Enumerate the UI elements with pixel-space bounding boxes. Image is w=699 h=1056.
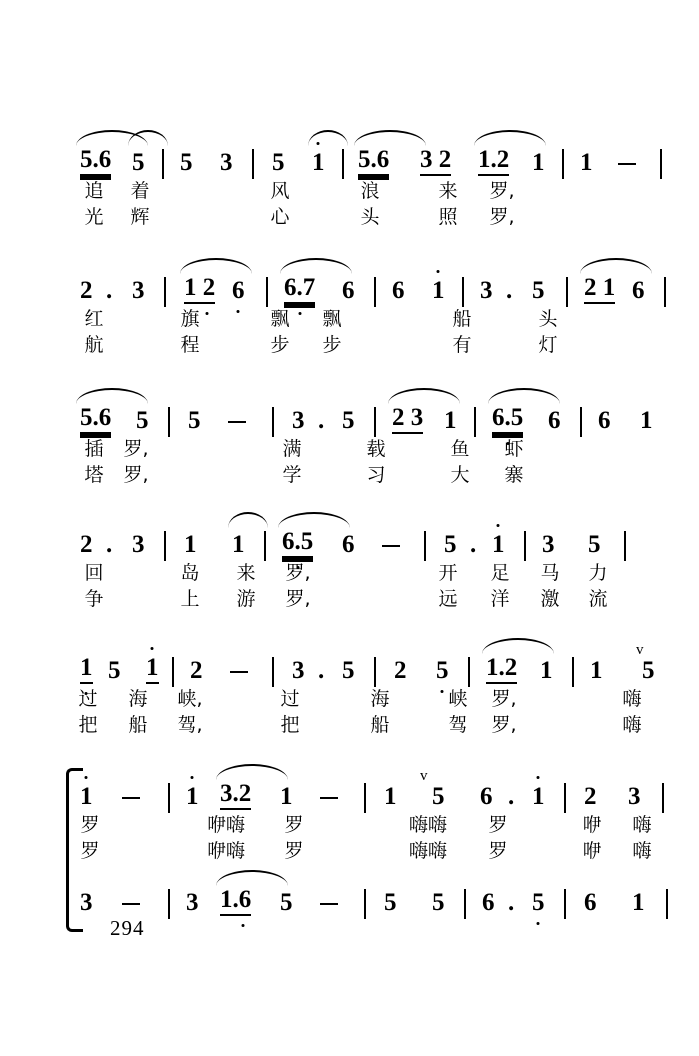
barline: [272, 657, 274, 687]
note: 5: [180, 149, 193, 176]
barline: [624, 531, 626, 561]
note: 5: [272, 149, 285, 176]
slur: [278, 512, 350, 528]
note: 3: [186, 889, 199, 916]
held-note-dash: [320, 797, 338, 799]
barline: [662, 783, 664, 813]
lyric-syllable: 咿: [582, 840, 602, 862]
note: 1: [186, 784, 199, 810]
held-note-dash: [122, 797, 140, 799]
slur: [76, 388, 148, 404]
lyric-syllable: 远: [438, 588, 458, 610]
lyric-syllable: 过: [78, 688, 98, 710]
lyric-syllable: 岛: [180, 562, 200, 584]
note: 3: [132, 277, 145, 304]
lyric-row-2: [78, 710, 642, 736]
lyric-syllable: 灯: [538, 334, 558, 356]
lyric-syllable: 头: [360, 206, 380, 228]
note: 6: [482, 889, 495, 916]
high-octave-dot: [151, 647, 154, 650]
note: 3: [628, 783, 641, 810]
slur: [228, 512, 268, 528]
lyric-syllable: 峡: [448, 688, 468, 710]
note: 1: [590, 657, 603, 684]
note: 1: [632, 889, 645, 916]
music-system: [80, 512, 625, 610]
note: 5: [108, 657, 121, 684]
lyric-syllable: 罗: [80, 814, 100, 836]
note: 5: [588, 531, 601, 558]
barline: [364, 889, 366, 919]
lyric-syllable: 来: [236, 562, 256, 584]
lyric-syllable: 辉: [130, 206, 150, 228]
music-system: [80, 764, 652, 862]
note: 5.6: [80, 405, 111, 434]
lyric-syllable: 步: [270, 334, 290, 356]
note: 1: [80, 655, 93, 684]
lyric-syllable: 嗨嗨: [408, 814, 448, 836]
note: 1: [432, 278, 445, 304]
lyric-syllable: 嗨: [632, 840, 652, 862]
lyric-syllable: 罗,: [491, 714, 517, 736]
lyric-syllable: 船: [452, 308, 472, 330]
lyric-syllable: 着: [130, 180, 150, 202]
note: 6: [584, 889, 597, 916]
note: 3: [542, 531, 555, 558]
notes-row: [80, 130, 625, 176]
music-system: [80, 388, 653, 486]
lyric-syllable: 心: [270, 206, 290, 228]
lyric-row-2: [80, 942, 625, 968]
lyric-syllable: 浪: [360, 180, 380, 202]
lyric-row-2: [80, 836, 652, 862]
note: 5: [432, 783, 445, 810]
lyric-syllable: 罗,: [491, 688, 517, 710]
barline: [580, 407, 582, 437]
lyric-syllable: 船: [128, 714, 148, 736]
lyric-row-1: [80, 558, 625, 584]
lyric-row-1: [80, 304, 625, 330]
lyric-syllable: 旗: [180, 308, 200, 330]
lyric-row-2: [80, 584, 625, 610]
note: 5: [280, 889, 293, 916]
barline: [474, 407, 476, 437]
note: 1: [580, 149, 593, 176]
note: 1: [184, 531, 197, 558]
held-note-dash: [122, 903, 140, 905]
lyric-row-1: [78, 684, 642, 710]
lyric-syllable: 足: [490, 562, 510, 584]
note: 1: [640, 407, 653, 434]
note: 3: [80, 889, 93, 916]
barline: [266, 277, 268, 307]
lyric-syllable: 洋: [490, 588, 510, 610]
note: 5: [342, 657, 355, 684]
lyric-syllable: 罗,: [489, 206, 515, 228]
lyric-syllable: 寨: [504, 464, 524, 486]
slur: [308, 130, 348, 146]
high-octave-dot: [85, 776, 88, 779]
lyric-row-1: [80, 810, 652, 836]
augmentation-dot: .: [106, 531, 113, 558]
lyric-syllable: 力: [588, 562, 608, 584]
lyric-syllable: 习: [366, 464, 386, 486]
barline: [572, 657, 574, 687]
barline: [468, 657, 470, 687]
breath-mark: v: [636, 642, 644, 658]
lyric-syllable: 争: [84, 588, 104, 610]
slur: [482, 638, 554, 654]
note: 6.5: [492, 405, 523, 434]
lyric-syllable: 罗: [284, 814, 304, 836]
notes-row: [80, 638, 655, 684]
lyric-syllable: 咿嗨: [206, 840, 246, 862]
lyric-syllable: 罗,: [285, 562, 311, 584]
music-system: [80, 258, 645, 356]
note: 2: [80, 531, 93, 558]
barline: [562, 149, 564, 179]
lyric-syllable: 步: [322, 334, 342, 356]
notes-row: [80, 388, 653, 434]
slur: [580, 258, 652, 274]
note: 2: [190, 657, 203, 684]
augmentation-dot: .: [470, 531, 477, 558]
note: 5.6: [80, 147, 111, 176]
lyric-syllable: 上: [180, 588, 200, 610]
note: 3: [132, 531, 145, 558]
lyric-syllable: 程: [180, 334, 200, 356]
slur: [388, 388, 460, 404]
barline: [172, 657, 174, 687]
note: 1: [280, 783, 293, 810]
note: 1: [80, 784, 93, 810]
lyric-syllable: 船: [370, 714, 390, 736]
lyric-syllable: 过: [280, 688, 300, 710]
note: 5: [436, 658, 449, 684]
barline: [162, 149, 164, 179]
lyric-syllable: 罗: [284, 840, 304, 862]
lyric-syllable: 咿嗨: [206, 814, 246, 836]
barline: [564, 783, 566, 813]
high-octave-dot: [191, 776, 194, 779]
lyric-row-1: [80, 916, 625, 942]
high-octave-dot: [317, 142, 320, 145]
lyric-syllable: 游: [236, 588, 256, 610]
breath-mark: v: [420, 768, 428, 784]
barline: [272, 407, 274, 437]
lyric-syllable: 咿: [582, 814, 602, 836]
barline: [164, 277, 166, 307]
lyric-row-2: [80, 460, 625, 486]
note: 1: [312, 150, 325, 176]
page-number: 294: [110, 916, 145, 940]
note: 5: [132, 149, 145, 176]
note: 1: [444, 407, 457, 434]
notes-row: [80, 764, 641, 810]
note: 2: [394, 657, 407, 684]
note: 6: [342, 277, 355, 304]
note: 6.7: [284, 275, 315, 304]
lyric-row-2: [80, 330, 625, 356]
lyric-syllable: 把: [78, 714, 98, 736]
augmentation-dot: .: [318, 407, 325, 434]
lyric-syllable: 载: [366, 438, 386, 460]
note: 1.6: [220, 887, 251, 916]
augmentation-dot: .: [506, 277, 513, 304]
barline: [168, 783, 170, 813]
augmentation-dot: .: [106, 277, 113, 304]
lyric-syllable: 插: [84, 438, 104, 460]
high-octave-dot: [437, 270, 440, 273]
lyric-syllable: 满: [282, 438, 302, 460]
lyric-syllable: 嗨: [632, 814, 652, 836]
barline: [374, 657, 376, 687]
note: 6: [548, 407, 561, 434]
notes-row: [80, 258, 645, 304]
lyric-syllable: 塔: [84, 464, 104, 486]
lyric-syllable: 嗨: [622, 714, 642, 736]
music-system: [80, 870, 645, 968]
lyric-syllable: 嗨嗨: [408, 840, 448, 862]
note: 5: [342, 407, 355, 434]
lyric-syllable: 罗: [488, 814, 508, 836]
lyric-syllable: 风: [270, 180, 290, 202]
note: 1: [532, 149, 545, 176]
lyric-syllable: 罗,: [489, 180, 515, 202]
lyric-syllable: 海: [128, 688, 148, 710]
note: 6.5: [282, 529, 313, 558]
lyric-syllable: 把: [280, 714, 300, 736]
note: 5: [188, 407, 201, 434]
note: 5: [432, 889, 445, 916]
barline: [374, 407, 376, 437]
lyric-syllable: 红: [84, 308, 104, 330]
barline: [564, 889, 566, 919]
notes-row: [80, 512, 625, 558]
note: 3: [292, 657, 305, 684]
note: 1.2: [486, 655, 517, 684]
lyric-syllable: 飘: [322, 308, 342, 330]
barline: [524, 531, 526, 561]
lyric-row-1: [80, 176, 625, 202]
barline: [168, 889, 170, 919]
note: 6: [342, 531, 355, 558]
barline: [164, 531, 166, 561]
lyric-syllable: 开: [438, 562, 458, 584]
barline: [168, 407, 170, 437]
augmentation-dot: .: [318, 657, 325, 684]
lyric-syllable: 海: [370, 688, 390, 710]
lyric-syllable: 来: [438, 180, 458, 202]
note: 1: [232, 531, 245, 558]
note: 6: [632, 277, 645, 304]
slur: [488, 388, 560, 404]
barline: [424, 531, 426, 561]
lyric-syllable: 罗,: [123, 438, 149, 460]
lyric-syllable: 航: [84, 334, 104, 356]
held-note-dash: [228, 421, 246, 423]
lyric-syllable: 马: [540, 562, 560, 584]
note: 2 3: [392, 405, 423, 434]
lyric-syllable: 激: [540, 588, 560, 610]
note: 1: [384, 783, 397, 810]
barline: [342, 149, 344, 179]
lyric-syllable: 峡,: [177, 688, 203, 710]
lyric-row-2: [80, 202, 625, 228]
augmentation-dot: .: [508, 783, 515, 810]
note: 6: [392, 277, 405, 304]
slur: [474, 130, 546, 146]
lyric-row-1: [80, 434, 625, 460]
lyric-syllable: 回: [84, 562, 104, 584]
lyric-syllable: 飘: [270, 308, 290, 330]
note: 3: [480, 277, 493, 304]
lyric-syllable: 有: [452, 334, 472, 356]
high-octave-dot: [497, 524, 500, 527]
lyric-syllable: 驾: [448, 714, 468, 736]
barline: [374, 277, 376, 307]
note: 1 2: [184, 275, 215, 304]
held-note-dash: [382, 545, 400, 547]
slur: [280, 258, 352, 274]
note: 1: [146, 655, 159, 684]
note: 5: [532, 277, 545, 304]
note: 3: [220, 149, 233, 176]
lyric-syllable: 罗,: [285, 588, 311, 610]
barline: [464, 889, 466, 919]
note: 2 1: [584, 275, 615, 304]
barline: [264, 531, 266, 561]
note: 5: [444, 531, 457, 558]
barline: [664, 277, 666, 307]
note: 5: [642, 657, 655, 684]
note: 6: [598, 407, 611, 434]
lyric-syllable: 驾,: [177, 714, 203, 736]
lyric-syllable: 嗨: [622, 688, 642, 710]
note: 5: [384, 889, 397, 916]
barline: [252, 149, 254, 179]
augmentation-dot: .: [508, 889, 515, 916]
barline: [566, 277, 568, 307]
notes-row: [80, 870, 645, 916]
lyric-syllable: 学: [282, 464, 302, 486]
lyric-syllable: 流: [588, 588, 608, 610]
lyric-syllable: 头: [538, 308, 558, 330]
barline: [666, 889, 668, 919]
lyric-syllable: 照: [438, 206, 458, 228]
note: 3: [292, 407, 305, 434]
lyric-syllable: 大: [450, 464, 470, 486]
note: 3 2: [420, 147, 451, 176]
barline: [364, 783, 366, 813]
barline: [462, 277, 464, 307]
note: 1: [492, 532, 505, 558]
note: 2: [584, 783, 597, 810]
note: 6: [232, 278, 245, 304]
note: 2: [80, 277, 93, 304]
slur: [180, 258, 252, 274]
held-note-dash: [618, 163, 636, 165]
high-octave-dot: [537, 776, 540, 779]
held-note-dash: [320, 903, 338, 905]
note: 3.2: [220, 781, 251, 810]
lyric-syllable: 罗: [80, 840, 100, 862]
note: 5.6: [358, 147, 389, 176]
lyric-syllable: 虾: [504, 438, 524, 460]
note: 6: [480, 783, 493, 810]
slur: [354, 130, 426, 146]
note: 1: [540, 657, 553, 684]
lyric-syllable: 鱼: [450, 438, 470, 460]
lyric-syllable: 光: [84, 206, 104, 228]
barline: [660, 149, 662, 179]
note: 1.2: [478, 147, 509, 176]
lyric-syllable: 追: [84, 180, 104, 202]
music-system: [78, 638, 655, 736]
note: 5: [532, 890, 545, 916]
note: 5: [136, 407, 149, 434]
note: 1: [532, 784, 545, 810]
slur: [216, 764, 288, 780]
music-system: [80, 130, 625, 228]
slur: [216, 870, 288, 886]
lyric-syllable: 罗,: [123, 464, 149, 486]
held-note-dash: [230, 671, 248, 673]
lyric-syllable: 罗: [488, 840, 508, 862]
